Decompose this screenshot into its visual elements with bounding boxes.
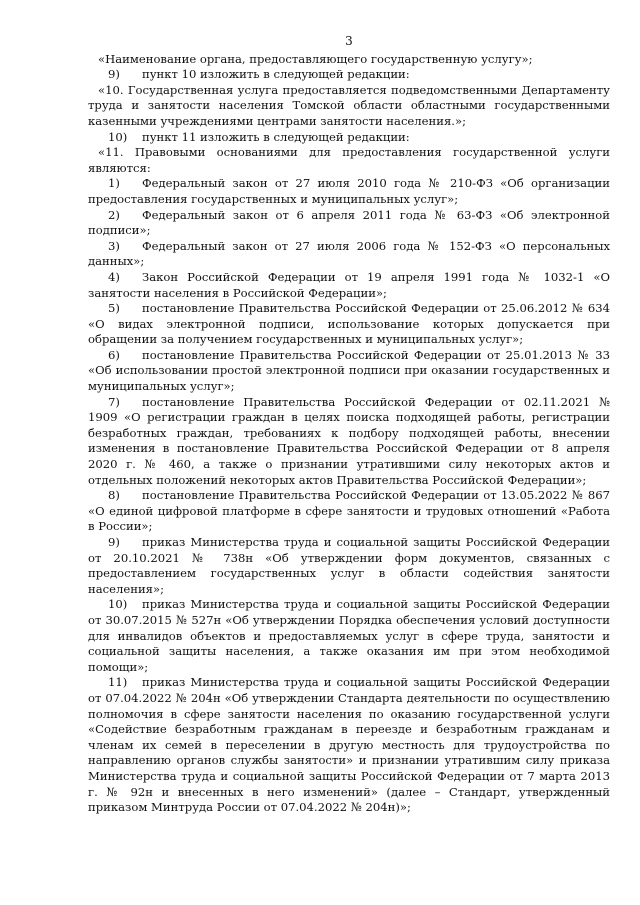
paragraph-number: 9)	[108, 535, 120, 549]
paragraph	[88, 395, 610, 489]
paragraph-number: 8)	[108, 488, 120, 503]
paragraph	[88, 176, 610, 207]
paragraph-text: постановление Правительства Российской Федерации от 13.05.2022 № 867 «О единой цифровой платформе в сфере занятости и трудовых отношений «Работа в России»;	[88, 488, 610, 534]
paragraph	[88, 239, 610, 270]
paragraph-number: 5)	[108, 301, 120, 316]
paragraph	[88, 83, 610, 130]
paragraph-number: 11)	[108, 675, 128, 690]
paragraph-number: 1)	[108, 176, 120, 191]
document-body	[88, 52, 610, 816]
paragraph-text: «10. Государственная услуга предоставляется подведомственными Департаменту труда и занятости населения Томской области областными государственными казенными учреждениями центрами занятости населения.»;	[88, 82, 610, 128]
paragraph	[88, 270, 610, 301]
paragraph-text: Закон Российской Федерации от 19 апреля 1991 года № 1032-1 «О занятости населения в Российской Федерации»;	[88, 269, 610, 300]
paragraph-text: пункт 11 изложить в следующей редакции:	[142, 129, 410, 144]
paragraph-text: Федеральный закон от 27 июля 2010 года № 210-ФЗ «Об организации предоставления государственных и муниципальных услуг»;	[88, 176, 610, 206]
paragraph-number: 7)	[108, 394, 120, 409]
paragraph-number: 10)	[108, 597, 128, 612]
paragraph	[88, 52, 610, 68]
paragraph	[88, 208, 610, 239]
paragraph-number: 2)	[108, 207, 120, 222]
paragraph-number: 9)	[108, 67, 120, 82]
paragraph	[88, 130, 610, 146]
paragraph	[88, 348, 610, 395]
paragraph	[88, 145, 610, 176]
paragraph-text: приказ Министерства труда и социальной защиты Российской Федерации от 30.07.2015 № 527н «Об утверждении Порядка обеспечения условий доступности для инвалидов объектов и предоставляемых услуг в сфере труда, занятости и социальной защиты населения, а также оказания им при этом необходимой помощи»;	[88, 597, 610, 674]
paragraph-text: Федеральный закон от 27 июля 2006 года № 152-ФЗ «О персональных данных»;	[88, 238, 610, 269]
paragraph	[88, 535, 610, 597]
paragraph-number: 3)	[108, 238, 120, 253]
paragraph-text: «11. Правовыми основаниями для предоставления государственной услуги являются:	[88, 145, 610, 175]
paragraph	[88, 597, 610, 675]
paragraph	[88, 67, 610, 83]
paragraph-text: приказ Министерства труда и социальной защиты Российской Федерации от 07.04.2022 № 204н «Об утверждении Стандарта деятельности по осуществлению полномочия в сфере занятости населения по оказанию государственной услуги «Содействие безработным гражданам в переезде и безработным гражданам и членам их семей в переселении в другую местность для трудоустройства по направлению органов службы занятости» и признании утратившим силу приказа Министерства труда и социальной защиты Российской Федерации от 7 марта 2013 г. № 92н и внесенных в него изменений» (далее – Стандарт, утвержденный приказом Минтруда России от 07.04.2022 № 204н)»;	[88, 675, 610, 815]
page-number: 3	[345, 34, 353, 48]
paragraph-text: Федеральный закон от 6 апреля 2011 года № 63-ФЗ «Об электронной подписи»;	[88, 207, 610, 238]
paragraph-text: приказ Министерства труда и социальной защиты Российской Федерации от 20.10.2021 № 738н «Об утверждении форм документов, связанных с предоставлением государственных услуг в области содействия занятости населения»;	[88, 535, 610, 596]
paragraph-text: постановление Правительства Российской Федерации от 02.11.2021 № 1909 «О регистрации граждан в целях поиска подходящей работы, регистрации безработных граждан, требованиях к подбору подходящей работы, внесении изменения в постановление Правительства Российской Федерации от 8 апреля 2020 г. № 460, а также о признании утратившими силу некоторых актов и отдельных положений некоторых актов Правительства Российской Федерации»;	[88, 394, 610, 487]
paragraph	[88, 488, 610, 535]
paragraph	[88, 301, 610, 348]
paragraph-text: пункт 10 изложить в следующей редакции:	[142, 67, 410, 82]
paragraph	[88, 675, 610, 815]
paragraph-number: 6)	[108, 347, 120, 362]
paragraph-number: 4)	[108, 269, 120, 284]
paragraph-text: постановление Правительства Российской Федерации от 25.01.2013 № 33 «Об использовании простой электронной подписи при оказании государственных и муниципальных услуг»;	[88, 347, 610, 394]
paragraph-text: постановление Правительства Российской Федерации от 25.06.2012 № 634 «О видах электронной подписи, использование которых допускается при обращении за получением государственных и муниципальных услуг»;	[88, 301, 610, 347]
paragraph-number: 10)	[108, 129, 128, 144]
paragraph-text: «Наименование органа, предоставляющего государственную услугу»;	[98, 51, 533, 66]
